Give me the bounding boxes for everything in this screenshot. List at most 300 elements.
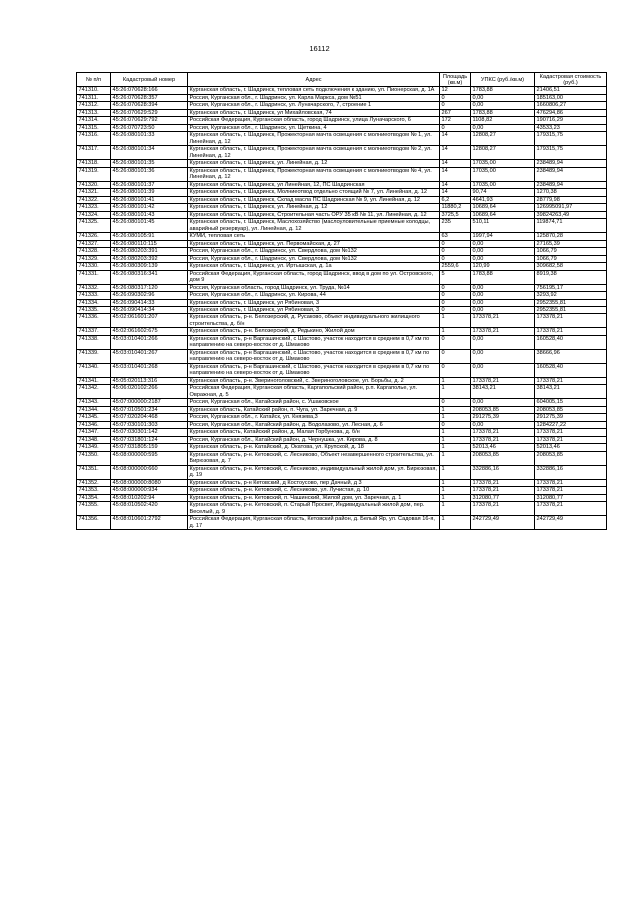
cell-area: 267 bbox=[440, 109, 471, 116]
cell-upks: 332886,16 bbox=[471, 465, 535, 479]
cell-area: 63 bbox=[440, 233, 471, 240]
cell-cadastral-number: 45:26:070628:166 bbox=[111, 87, 188, 94]
cell-upks: 4641,93 bbox=[471, 196, 535, 203]
cell-cadastral-number: 45:03:010401:268 bbox=[111, 363, 188, 377]
cell-cadastral-cost: 173378,21 bbox=[535, 314, 607, 328]
table-row bbox=[77, 204, 607, 211]
cell-num: 741351. bbox=[77, 465, 111, 479]
cell-upks: 291275,39 bbox=[471, 414, 535, 421]
cell-upks: 173378,21 bbox=[471, 328, 535, 335]
table-header bbox=[77, 73, 607, 87]
cell-area: 6,2 bbox=[440, 196, 471, 203]
cell-address: Российская Федерация, Курганская область, город Шадринск, улица Луначарского, 6 bbox=[188, 117, 440, 124]
cell-address: Россия, Курганская область, город Шадринск, ул. Труда, №14 bbox=[188, 284, 440, 291]
cell-address: Курганская область, г. Шадринск, ул. Иртышская, д. 1а bbox=[188, 263, 440, 270]
cell-num: 741324. bbox=[77, 211, 111, 218]
cell-cadastral-cost: 238489,94 bbox=[535, 181, 607, 188]
cell-cadastral-cost: 28779,98 bbox=[535, 196, 607, 203]
cell-num: 741344. bbox=[77, 406, 111, 413]
cell-area: 1 bbox=[440, 502, 471, 516]
table-row bbox=[77, 399, 607, 406]
cell-num: 741321. bbox=[77, 189, 111, 196]
cell-cadastral-number: 45:08:010202:94 bbox=[111, 494, 188, 501]
cell-cadastral-number: 45:08:010502:420 bbox=[111, 502, 188, 516]
cell-area: 1 bbox=[440, 465, 471, 479]
cell-cadastral-number: 45:26:070628:357 bbox=[111, 94, 188, 101]
cell-cadastral-number: 45:26:070723:50 bbox=[111, 124, 188, 131]
cell-cadastral-cost: 3293,92 bbox=[535, 292, 607, 299]
cell-num: 741312. bbox=[77, 102, 111, 109]
cell-num: 741349. bbox=[77, 444, 111, 451]
cell-cadastral-cost: 1270,38 bbox=[535, 189, 607, 196]
cell-area: 0 bbox=[440, 299, 471, 306]
table-row bbox=[77, 94, 607, 101]
cell-address: Курганская область, р-н. Катайский, д. Окатова, ул. Крупской, д. 18 bbox=[188, 444, 440, 451]
cell-upks: 173378,21 bbox=[471, 377, 535, 384]
cell-address: Курганская область, р-н. Кетовский, п. Чашинский, Жилой дом, ул. Заречная, д. 1 bbox=[188, 494, 440, 501]
cell-num: 741311. bbox=[77, 94, 111, 101]
table-row bbox=[77, 385, 607, 399]
table-row bbox=[77, 87, 607, 94]
cell-cadastral-cost: 309682,58 bbox=[535, 263, 607, 270]
cell-area: 0 bbox=[440, 335, 471, 349]
cell-address: Курганская область, г. Шадринск, ул. Линейная, д. 12 bbox=[188, 204, 440, 211]
cell-num: 741333. bbox=[77, 292, 111, 299]
cell-cadastral-number: 45:07:030301:142 bbox=[111, 429, 188, 436]
cell-area: 0 bbox=[440, 94, 471, 101]
table-row bbox=[77, 181, 607, 188]
table-row bbox=[77, 160, 607, 167]
cell-address: Россия, Курганская обл., Катайский район, д. Водолазово, ул. Лесная, д. 6 bbox=[188, 421, 440, 428]
cell-upks: 0,00 bbox=[471, 299, 535, 306]
cell-address: Курганская область, Катайский район, п. Чуга, ул. Заречная, д. 9 bbox=[188, 406, 440, 413]
table-row bbox=[77, 124, 607, 131]
cell-cadastral-cost: 476294,86 bbox=[535, 109, 607, 116]
cell-cadastral-cost: 291275,39 bbox=[535, 414, 607, 421]
cell-cadastral-number: 45:26:080309:139 bbox=[111, 263, 188, 270]
table-row bbox=[77, 284, 607, 291]
cell-address: Россия, Курганская обл., г. Шадринск, ул. Свердлова, дом №132 bbox=[188, 248, 440, 255]
table-row bbox=[77, 502, 607, 516]
table-row bbox=[77, 263, 607, 270]
cell-num: 741310. bbox=[77, 87, 111, 94]
cell-area: 1 bbox=[440, 328, 471, 335]
cell-address: Россия, Курганская обл., г. Шадринск, ул. Карла Маркса, дом №51 bbox=[188, 94, 440, 101]
cell-area: 0 bbox=[440, 399, 471, 406]
cell-cadastral-cost: 173378,21 bbox=[535, 429, 607, 436]
cell-num: 741313. bbox=[77, 109, 111, 116]
cell-cadastral-cost: 242729,49 bbox=[535, 516, 607, 530]
cell-area: 0 bbox=[440, 307, 471, 314]
cell-address: Курганская область, г. Шадринск, ул Рябиновая, 3 bbox=[188, 299, 440, 306]
cell-area: 14 bbox=[440, 189, 471, 196]
cell-cadastral-cost: 179315,75 bbox=[535, 146, 607, 160]
cell-address: Курганская область, г. Шадринск, Прожекторная мачта освещения с молниеотводом № 1, ул. Линейная, д. 12 bbox=[188, 132, 440, 146]
cell-cadastral-number: 45:26:080101:35 bbox=[111, 160, 188, 167]
table-row bbox=[77, 102, 607, 109]
cell-upks: 0,00 bbox=[471, 248, 535, 255]
cell-cadastral-number: 45:07:000000:2187 bbox=[111, 399, 188, 406]
table-row bbox=[77, 211, 607, 218]
cell-area: 12 bbox=[440, 87, 471, 94]
cell-cadastral-cost: 8919,38 bbox=[535, 270, 607, 284]
cell-upks: 10689,64 bbox=[471, 204, 535, 211]
cell-area: 0 bbox=[440, 363, 471, 377]
header-upks: УПКС (руб./кв.м) bbox=[471, 73, 535, 87]
cell-upks: 0,00 bbox=[471, 363, 535, 377]
cell-upks: 0,00 bbox=[471, 335, 535, 349]
cell-area: 14 bbox=[440, 167, 471, 181]
cell-cadastral-number: 45:08:010601:2792 bbox=[111, 516, 188, 530]
cell-cadastral-number: 45:07:020204:468 bbox=[111, 414, 188, 421]
cell-upks: 242729,49 bbox=[471, 516, 535, 530]
cell-address: КУМИ, тепловая сеть bbox=[188, 233, 440, 240]
cell-cadastral-number: 45:08:000000:660 bbox=[111, 465, 188, 479]
cell-upks: 0,00 bbox=[471, 102, 535, 109]
cell-upks: 1783,88 bbox=[471, 109, 535, 116]
cell-upks: 0,00 bbox=[471, 240, 535, 247]
cell-upks: 0,00 bbox=[471, 284, 535, 291]
cell-area: 1 bbox=[440, 414, 471, 421]
cell-cadastral-cost: 173378,21 bbox=[535, 502, 607, 516]
cell-upks: 173378,21 bbox=[471, 487, 535, 494]
cell-upks: 0,00 bbox=[471, 307, 535, 314]
table-row bbox=[77, 117, 607, 124]
cell-address: Курганская область, р-н. Белозерский, д. Русаково, объект индивидуального жилищного строительства, д. б/н bbox=[188, 314, 440, 328]
cell-upks: 52013,46 bbox=[471, 444, 535, 451]
table-row bbox=[77, 146, 607, 160]
cell-upks: 1997,94 bbox=[471, 233, 535, 240]
cell-num: 741348. bbox=[77, 436, 111, 443]
header-cadastral-cost: Кадастровая стоимость (руб.) bbox=[535, 73, 607, 87]
table-row bbox=[77, 240, 607, 247]
cell-upks: 12808,27 bbox=[471, 146, 535, 160]
table-row bbox=[77, 414, 607, 421]
cell-upks: 17035,00 bbox=[471, 181, 535, 188]
cell-cadastral-number: 45:02:061601:207 bbox=[111, 314, 188, 328]
table-row bbox=[77, 436, 607, 443]
header-num: № п/п bbox=[77, 73, 111, 87]
cell-num: 741343. bbox=[77, 399, 111, 406]
cell-address: Курганская область, р-н Кетовский, д Костоусово, пер Дачный, д 3 bbox=[188, 479, 440, 486]
cell-upks: 0,00 bbox=[471, 421, 535, 428]
cell-area: 1 bbox=[440, 385, 471, 399]
cell-address: Российская Федерация, Курганская область, Кетовский район, д. Белый Яр, ул. Садовая 16-я, д. 17 bbox=[188, 516, 440, 530]
cell-cadastral-number: 45:26:080101:43 bbox=[111, 211, 188, 218]
cell-area: 0 bbox=[440, 284, 471, 291]
cell-num: 741315. bbox=[77, 124, 111, 131]
cell-area: 1 bbox=[440, 436, 471, 443]
cell-cadastral-cost: 173378,21 bbox=[535, 436, 607, 443]
cell-upks: 510,11 bbox=[471, 219, 535, 233]
table-row bbox=[77, 479, 607, 486]
cell-num: 741356. bbox=[77, 516, 111, 530]
cell-address: Россия, Курганская обл., Катайский район, д. Чернушка, ул. Кирова, д. 8 bbox=[188, 436, 440, 443]
cell-cadastral-cost: 1660806,27 bbox=[535, 102, 607, 109]
table-row bbox=[77, 406, 607, 413]
table-row bbox=[77, 167, 607, 181]
table-row bbox=[77, 189, 607, 196]
cell-cadastral-number: 45:26:080101:37 bbox=[111, 181, 188, 188]
cell-cadastral-cost: 756195,17 bbox=[535, 284, 607, 291]
cell-upks: 0,00 bbox=[471, 292, 535, 299]
cell-num: 741336. bbox=[77, 314, 111, 328]
cell-cadastral-number: 45:26:070629:529 bbox=[111, 109, 188, 116]
cell-address: Курганская область, г. Шадринск, ул Рябиновая, 3 bbox=[188, 307, 440, 314]
cell-num: 741316. bbox=[77, 132, 111, 146]
cell-cadastral-number: 45:08:000000:8080 bbox=[111, 479, 188, 486]
cell-cadastral-cost: 238489,94 bbox=[535, 167, 607, 181]
cell-area: 0 bbox=[440, 102, 471, 109]
cell-cadastral-number: 45:03:010401:266 bbox=[111, 335, 188, 349]
cell-num: 741326. bbox=[77, 233, 111, 240]
cell-upks: 0,00 bbox=[471, 399, 535, 406]
cell-cadastral-number: 45:26:080317:120 bbox=[111, 284, 188, 291]
table-row bbox=[77, 255, 607, 262]
cell-area: 172 bbox=[440, 117, 471, 124]
table-row bbox=[77, 465, 607, 479]
cell-cadastral-number: 45:07:010501:234 bbox=[111, 406, 188, 413]
cell-cadastral-number: 45:08:000000:934 bbox=[111, 487, 188, 494]
cell-area: 1 bbox=[440, 444, 471, 451]
cell-upks: 0,00 bbox=[471, 255, 535, 262]
cell-address: Курганская область, г. Шадринск, ул. Линейная, д. 12 bbox=[188, 160, 440, 167]
cell-upks: 173378,21 bbox=[471, 429, 535, 436]
table-row bbox=[77, 270, 607, 284]
cell-address: Курганская область, г. Шадринск, Строительная часть ОРУ 35 кВ № 11, ул. Линейная, д. 12 bbox=[188, 211, 440, 218]
table-row bbox=[77, 328, 607, 335]
cell-area: 5 bbox=[440, 270, 471, 284]
cell-area: 0 bbox=[440, 255, 471, 262]
cell-cadastral-cost: 1066,79 bbox=[535, 255, 607, 262]
cell-num: 741325. bbox=[77, 219, 111, 233]
table-row bbox=[77, 233, 607, 240]
cell-address: Россия, Курганская обл., г. Катайск, ул. Князева,3 bbox=[188, 414, 440, 421]
cell-cadastral-cost: 27165,39 bbox=[535, 240, 607, 247]
cell-cadastral-cost: 179315,75 bbox=[535, 132, 607, 146]
table-row bbox=[77, 429, 607, 436]
cell-address: Россия, Курганская обл., Катайский район, с. Ушаковское bbox=[188, 399, 440, 406]
table-body bbox=[77, 87, 607, 530]
cell-num: 741354. bbox=[77, 494, 111, 501]
cell-upks: 0,00 bbox=[471, 94, 535, 101]
cell-upks: 38143,21 bbox=[471, 385, 535, 399]
cell-num: 741335. bbox=[77, 307, 111, 314]
cell-area: 0 bbox=[440, 292, 471, 299]
table-row bbox=[77, 451, 607, 465]
cell-num: 741355. bbox=[77, 502, 111, 516]
cell-upks: 17035,00 bbox=[471, 160, 535, 167]
cell-cadastral-number: 45:26:080101:39 bbox=[111, 189, 188, 196]
cadastral-value-table bbox=[76, 72, 607, 530]
cell-address: Россия, Курганская обл., г. Шадринск, ул. Щеткина, 4 bbox=[188, 124, 440, 131]
cell-num: 741323. bbox=[77, 204, 111, 211]
cell-num: 741346. bbox=[77, 421, 111, 428]
cell-address: Курганская область, р-н. Кетовский, с. Лесниково, индивидуальный жилой дом, ул. Бирюзовая, д. 19 bbox=[188, 465, 440, 479]
cell-upks: 173378,21 bbox=[471, 436, 535, 443]
cell-num: 741341. bbox=[77, 377, 111, 384]
cell-address: Курганская область, г. Шадринск, ул Михайловская, 74 bbox=[188, 109, 440, 116]
table-row bbox=[77, 421, 607, 428]
table-row bbox=[77, 335, 607, 349]
cell-address: Российская Федерация, Курганская область, город Шадринск, ввод в дом по ул. Островского, дом 9 bbox=[188, 270, 440, 284]
cell-cadastral-cost: 208053,85 bbox=[535, 406, 607, 413]
cell-upks: 208053,85 bbox=[471, 451, 535, 465]
cell-address: Российская Федерация, Курганская область, Каргапольский район, р.п. Каргаполье, ул. Овражная, д. 5 bbox=[188, 385, 440, 399]
cell-area: 1 bbox=[440, 377, 471, 384]
table-row bbox=[77, 487, 607, 494]
cell-cadastral-cost: 173378,21 bbox=[535, 487, 607, 494]
cell-address: Курганская область, г. Шадринск, ул Линейная, 12, ПС Шадринская bbox=[188, 181, 440, 188]
cell-num: 741318. bbox=[77, 160, 111, 167]
page-number: 16112 bbox=[309, 44, 330, 53]
cell-upks: 90,74 bbox=[471, 189, 535, 196]
cell-area: 14 bbox=[440, 160, 471, 167]
table-row bbox=[77, 292, 607, 299]
cell-address: Россия, Курганская обл., г. Шадринск, ул. Луначарского, 7, строение 1 bbox=[188, 102, 440, 109]
cell-num: 741353. bbox=[77, 487, 111, 494]
header-cadastral-number: Кадастровый номер bbox=[111, 73, 188, 87]
cell-address: Курганская область, г. Шадринск, тепловая сеть подключения к зданию, ул. Пионерская, д. 1А bbox=[188, 87, 440, 94]
cell-cadastral-number: 45:26:070628:394 bbox=[111, 102, 188, 109]
header-address: Адрес bbox=[188, 73, 440, 87]
cell-cadastral-cost: 238489,94 bbox=[535, 160, 607, 167]
cell-num: 741350. bbox=[77, 451, 111, 465]
cell-address: Курганская область, Катайский район, д. Малая Горбунова, д. б/н bbox=[188, 429, 440, 436]
cell-num: 741320. bbox=[77, 181, 111, 188]
cell-cadastral-number: 45:26:080101:42 bbox=[111, 204, 188, 211]
cell-area: 14 bbox=[440, 132, 471, 146]
cell-address: Курганская область, р-н Варгашинский, с Шастово, участок находится в среднем в 0,7 км по направлению на северо-восток от д. Шмаково bbox=[188, 335, 440, 349]
cell-upks: 208053,85 bbox=[471, 406, 535, 413]
cell-address: Россия, Курганская обл., г. Шадринск, ул. Свердлова, дом №132 bbox=[188, 255, 440, 262]
cell-area: 0 bbox=[440, 240, 471, 247]
cell-area: 1 bbox=[440, 516, 471, 530]
cell-area: 1 bbox=[440, 494, 471, 501]
cell-num: 741329. bbox=[77, 255, 111, 262]
cell-upks: 1783,88 bbox=[471, 270, 535, 284]
cell-cadastral-number: 45:06:020102:266 bbox=[111, 385, 188, 399]
cell-area: 235 bbox=[440, 219, 471, 233]
cell-upks: 1783,88 bbox=[471, 87, 535, 94]
cell-cadastral-cost: 126995091,97 bbox=[535, 204, 607, 211]
table-row bbox=[77, 248, 607, 255]
cell-cadastral-cost: 52013,46 bbox=[535, 444, 607, 451]
cell-address: Курганская область, г. Шадринск, Прожекторная мачта освещения с молниеотводом № 4, ул. Линейная, д. 12 bbox=[188, 167, 440, 181]
cell-area: 0 bbox=[440, 124, 471, 131]
cell-num: 741327. bbox=[77, 240, 111, 247]
cell-cadastral-number: 45:26:080101:34 bbox=[111, 146, 188, 160]
cell-address: Курганская область, г. Шадринск, Маслохозяйство (маслоуловительные приемные колодцы, аварийный резервуар), ул. Линейная, д. 12 bbox=[188, 219, 440, 233]
cell-num: 741322. bbox=[77, 196, 111, 203]
cell-cadastral-cost: 173378,21 bbox=[535, 479, 607, 486]
table-row bbox=[77, 109, 607, 116]
cell-num: 741345. bbox=[77, 414, 111, 421]
cell-cadastral-cost: 173378,21 bbox=[535, 328, 607, 335]
cell-address: Курганская область, г. Шадринск, Склад масла ПС Шадринская № 9, ул. Линейная, д. 12 bbox=[188, 196, 440, 203]
table-row bbox=[77, 494, 607, 501]
table-row bbox=[77, 196, 607, 203]
cell-upks: 17035,00 bbox=[471, 167, 535, 181]
cell-address: Курганская область, г. Шадринск, ул. Первомайская, д. 27 bbox=[188, 240, 440, 247]
cell-cadastral-cost: 604005,15 bbox=[535, 399, 607, 406]
cell-num: 741319. bbox=[77, 167, 111, 181]
cell-cadastral-cost: 312080,77 bbox=[535, 494, 607, 501]
cell-cadastral-cost: 125870,28 bbox=[535, 233, 607, 240]
cell-address: Курганская область, р-н Варгашинский, с Шастово, участок находится в среднем в 0,7 км по направлению на северо-восток от д. Шмаково bbox=[188, 363, 440, 377]
cell-cadastral-number: 45:07:031805:159 bbox=[111, 444, 188, 451]
cell-cadastral-number: 45:08:000000:595 bbox=[111, 451, 188, 465]
cell-cadastral-number: 45:26:070629:792 bbox=[111, 117, 188, 124]
cell-num: 741342. bbox=[77, 385, 111, 399]
cell-address: Курганская область, р-н. Кетовский, с. Лесниково, ул. Лучистая, д. 10 bbox=[188, 487, 440, 494]
cell-cadastral-cost: 43533,23 bbox=[535, 124, 607, 131]
cell-cadastral-number: 45:26:080101:36 bbox=[111, 167, 188, 181]
cell-cadastral-number: 45:03:010401:267 bbox=[111, 349, 188, 363]
cell-area: 0 bbox=[440, 421, 471, 428]
table-row bbox=[77, 363, 607, 377]
cell-area: 1 bbox=[440, 487, 471, 494]
cell-cadastral-cost: 38666,96 bbox=[535, 349, 607, 363]
cell-num: 741340. bbox=[77, 363, 111, 377]
cell-num: 741347. bbox=[77, 429, 111, 436]
cell-cadastral-number: 45:26:080203:391 bbox=[111, 248, 188, 255]
cell-num: 741317. bbox=[77, 146, 111, 160]
cell-area: 11880,2 bbox=[440, 204, 471, 211]
cell-cadastral-cost: 2952355,81 bbox=[535, 307, 607, 314]
cell-cadastral-cost: 1066,79 bbox=[535, 248, 607, 255]
cell-num: 741314. bbox=[77, 117, 111, 124]
table-row bbox=[77, 132, 607, 146]
cell-area: 1 bbox=[440, 406, 471, 413]
cell-num: 741334. bbox=[77, 299, 111, 306]
cell-num: 741328. bbox=[77, 248, 111, 255]
cell-cadastral-number: 45:26:080101:41 bbox=[111, 196, 188, 203]
table-row bbox=[77, 219, 607, 233]
cell-cadastral-cost: 332886,16 bbox=[535, 465, 607, 479]
cell-num: 741338. bbox=[77, 335, 111, 349]
cell-address: Курганская область, р-н. Кетовский, с. Лесниково, Объект незавершенного строительства, ул. Бирюзовая, д. 7 bbox=[188, 451, 440, 465]
cell-num: 741339. bbox=[77, 349, 111, 363]
cell-area: 1 bbox=[440, 479, 471, 486]
cell-cadastral-number: 45:26:090414:34 bbox=[111, 307, 188, 314]
cell-cadastral-cost: 1284227,22 bbox=[535, 421, 607, 428]
cell-area: 2559,6 bbox=[440, 263, 471, 270]
cell-upks: 120,99 bbox=[471, 263, 535, 270]
cell-area: 0 bbox=[440, 248, 471, 255]
cell-upks: 173378,21 bbox=[471, 502, 535, 516]
cell-cadastral-number: 45:05:020113:316 bbox=[111, 377, 188, 384]
cell-cadastral-number: 45:26:080110:115 bbox=[111, 240, 188, 247]
table-row bbox=[77, 349, 607, 363]
table-row bbox=[77, 314, 607, 328]
cell-cadastral-cost: 2952355,81 bbox=[535, 299, 607, 306]
cell-address: Курганская область, р-н. Кетовский, п. Старый Просвет, Индивидуальный жилой дом, пер. Веселый, д. 9 bbox=[188, 502, 440, 516]
cell-cadastral-cost: 190716,29 bbox=[535, 117, 607, 124]
header-area: Площадь (кв.м) bbox=[440, 73, 471, 87]
cell-cadastral-cost: 185163,00 bbox=[535, 94, 607, 101]
cell-area: 0 bbox=[440, 349, 471, 363]
cell-cadastral-number: 45:26:080316:341 bbox=[111, 270, 188, 284]
cell-address: Курганская область, р-н. Белозерский, д. Редькино, Жилой дом bbox=[188, 328, 440, 335]
table-row bbox=[77, 307, 607, 314]
cell-cadastral-number: 45:07:031801:124 bbox=[111, 436, 188, 443]
cell-area: 3725,5 bbox=[440, 211, 471, 218]
cell-cadastral-number: 45:07:030101:303 bbox=[111, 421, 188, 428]
cell-upks: 0,00 bbox=[471, 349, 535, 363]
cell-num: 741352. bbox=[77, 479, 111, 486]
cell-cadastral-number: 45:26:090414:33 bbox=[111, 299, 188, 306]
